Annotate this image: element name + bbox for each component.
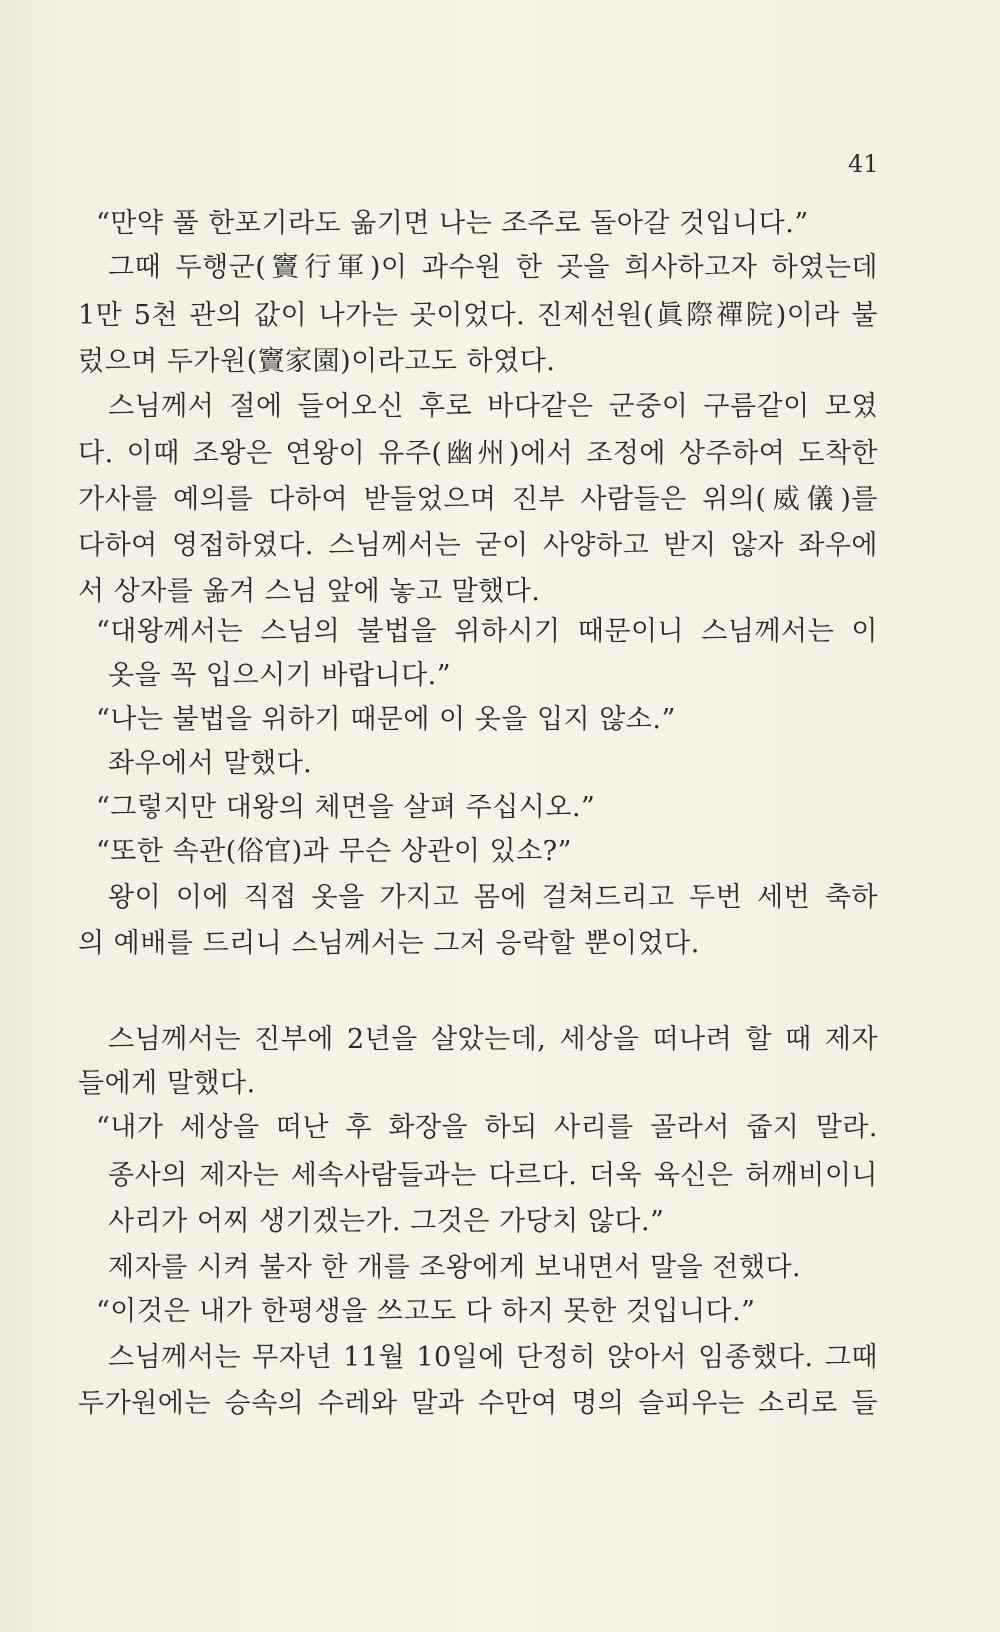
text-line: 제자를 시켜 불자 한 개를 조왕에게 보내면서 말을 전했다. (108, 1252, 802, 1283)
text-line: 왕이 이에 직접 옷을 가지고 몸에 걸쳐드리고 두번 세번 축하 (108, 882, 878, 913)
text-line: 사리가 어찌 생기겠는가. 그것은 가당치 않다.” (108, 1206, 665, 1237)
text-line: 두가원에는 승속의 수레와 말과 수만여 명의 슬피우는 소리로 들 (78, 1388, 878, 1419)
text-line: 그때 두행군(竇行軍)이 과수원 한 곳을 희사하고자 하였는데 (108, 252, 878, 283)
text-line: “또한 속관(俗官)과 무슨 상관이 있소?” (96, 836, 572, 867)
text-line: 1만 5천 관의 값이 나가는 곳이었다. 진제선원(眞際禪院)이라 불 (78, 300, 878, 331)
text-line: “대왕께서는 스님의 불법을 위하시기 때문이니 스님께서는 이 (96, 616, 878, 647)
text-line: 가사를 예의를 다하여 받들었으며 진부 사람들은 위의(威儀)를 (78, 484, 878, 515)
text-line: 스님께서는 진부에 2년을 살았는데, 세상을 떠나려 할 때 제자 (108, 1024, 878, 1055)
text-line: 좌우에서 말했다. (108, 748, 313, 779)
text-line: 다하여 영접하였다. 스님께서는 굳이 사양하고 받지 않자 좌우에 (78, 530, 878, 561)
text-line: “그렇지만 대왕의 체면을 살펴 주십시오.” (96, 792, 596, 823)
text-line: 서 상자를 옮겨 스님 앞에 놓고 말했다. (78, 576, 541, 607)
text-line: “만약 풀 한포기라도 옮기면 나는 조주로 돌아갈 것입니다.” (96, 208, 809, 239)
text-line: 들에게 말했다. (78, 1068, 256, 1099)
text-line: 종사의 제자는 세속사람들과는 다르다. 더욱 육신은 허깨비이니 (108, 1160, 878, 1191)
text-line: 렀으며 두가원(竇家園)이라고도 하였다. (78, 346, 556, 377)
text-line: 의 예배를 드리니 스님께서는 그저 응락할 뿐이었다. (78, 928, 700, 959)
text-line: 스님께서 절에 들어오신 후로 바다같은 군중이 구름같이 모였 (108, 391, 878, 422)
text-line: “나는 불법을 위하기 때문에 이 옷을 입지 않소.” (96, 704, 676, 735)
text-line: 스님께서는 무자년 11월 10일에 단정히 앉아서 임종했다. 그때 (108, 1342, 878, 1373)
text-line: 다. 이때 조왕은 연왕이 유주(幽州)에서 조정에 상주하여 도착한 (78, 438, 878, 469)
text-line: “이것은 내가 한평생을 쓰고도 다 하지 못한 것입니다.” (96, 1296, 756, 1327)
text-line: “내가 세상을 떠난 후 화장을 하되 사리를 골라서 줍지 말라. (96, 1112, 878, 1143)
page-number: 41 (848, 150, 879, 178)
text-line: 옷을 꼭 입으시기 바랍니다.” (108, 660, 452, 691)
